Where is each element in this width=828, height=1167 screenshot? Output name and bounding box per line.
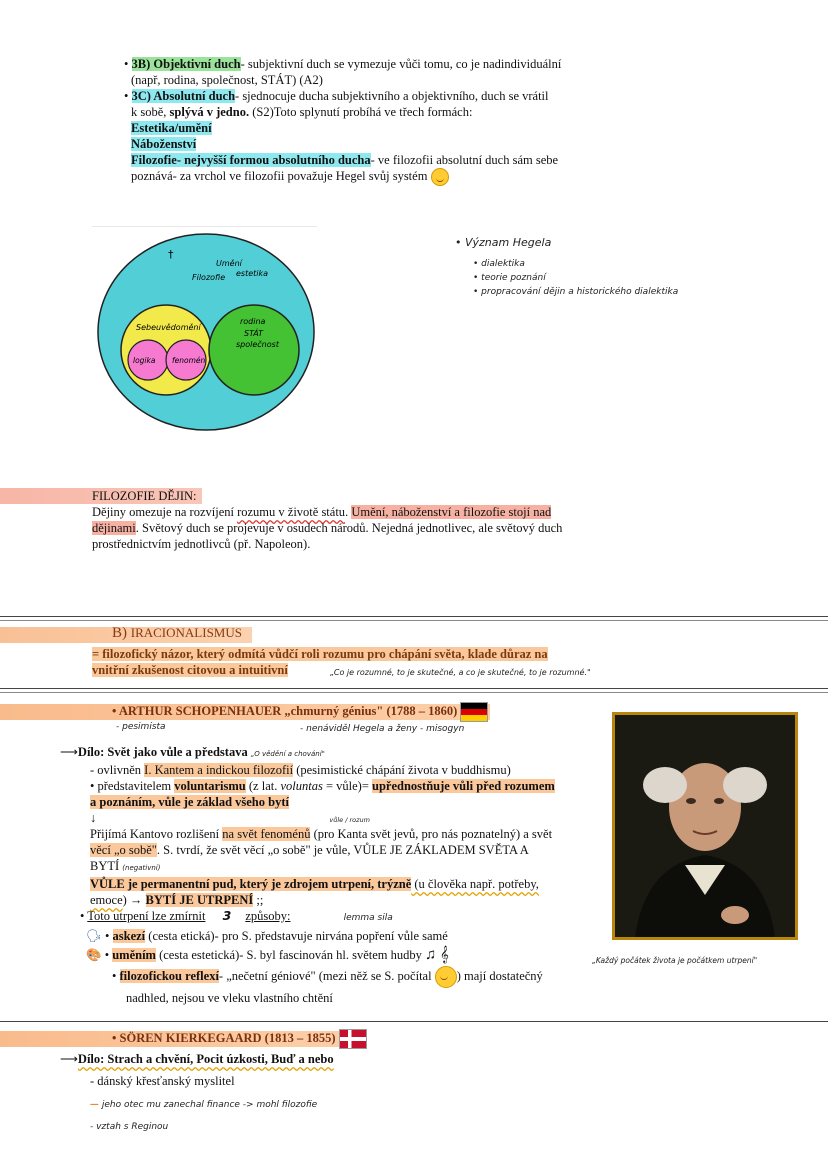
sch-l5b: . S. tvrdí, že svět věcí „o sobě" je vůle, VŮLE JE ZÁKLADEM SVĚTA A	[156, 843, 529, 857]
schopenhauer-side-quote: „Každý počátek života je počátkem utrpení"	[592, 956, 758, 965]
smile-emoji-icon	[431, 168, 449, 186]
outer-label-art: Umění	[216, 259, 242, 268]
sch-l1b: I. Kantem a indickou filozofií	[144, 763, 294, 777]
form-3-text: - ve filozofii absolutní duch sám sebe	[370, 153, 559, 167]
history-p1c: .	[345, 505, 352, 519]
kierkegaard-work	[60, 1051, 560, 1067]
history-p2b: . Světový duch se projevuje v osudech národů. Nejedná jednotlivec, ale světový duch	[135, 521, 563, 535]
separator-2	[0, 688, 828, 689]
history-line-1	[92, 504, 602, 520]
schopenhauer-note-right: - nenáviděl Hegela a ženy - misogyn	[300, 724, 465, 734]
smile-emoji-icon-2	[435, 966, 457, 988]
sch-line-2	[60, 778, 600, 794]
form-1: Estetika/umění	[131, 121, 212, 135]
history-line-2	[92, 520, 602, 536]
sch-l3: a poznáním, vůle je základ všeho bytí	[90, 795, 289, 809]
form-3-title: Filozofie- nejvyšší formou absolutního ducha	[131, 153, 371, 167]
way-2: 🎨 • uměním (cesta estetická)- S. byl fascinován hl. světem hudby ♫ 𝄞	[86, 947, 449, 963]
item-3c-text2a: k sobě,	[131, 105, 170, 119]
sch-line-4	[60, 826, 600, 842]
hegel-note-3: propracování dějin a historického dialektika	[481, 287, 679, 297]
sch-l9note: lemma sila	[343, 913, 393, 923]
sch-line-7	[60, 876, 600, 892]
sch-l2c: (z lat.	[245, 779, 281, 793]
history-line-3: prostřednictvím jednotlivců (př. Napoleon).	[92, 537, 311, 551]
hegel-notes-title: Význam Hegela	[465, 236, 552, 249]
item-3c-title: 3C) Absolutní duch	[131, 89, 236, 103]
sch-l2e: = vůle)=	[322, 779, 373, 793]
item-3c-line2	[124, 104, 604, 120]
irrationalism-heading-prefix: B)	[112, 625, 131, 641]
hegel-notes: • Význam Hegela • dialektika • teorie poznání • propracování dějin a historického dialektika	[455, 236, 679, 297]
hegel-note-1: dialektika	[481, 259, 525, 269]
left-small-label: logika	[133, 356, 156, 365]
hegel-quote: „Co je rozumné, to je skutečné, a co je skutečné, to je rozumné."	[330, 668, 591, 677]
history-p1d: Umění, náboženství a filozofie stojí nad	[351, 505, 552, 519]
diagram-top-line	[92, 226, 317, 227]
way-3a: filozofickou reflexí	[119, 968, 219, 983]
sch-l2b: voluntarismu	[174, 779, 246, 793]
palette-icon: 🎨	[86, 948, 102, 962]
right-circle-line-2: STÁT	[244, 329, 264, 338]
item-3b-text2: (např, rodina, společnost, STÁT) (A2)	[131, 73, 323, 87]
sch-l8b: ) →	[122, 893, 146, 907]
german-flag-icon	[460, 702, 488, 722]
kierkegaard-l3: - vztah s Reginou	[90, 1122, 169, 1132]
cross-mark: †	[168, 248, 174, 261]
sch-line-6	[60, 858, 600, 876]
spirit-diagram	[96, 232, 320, 432]
speaking-head-icon: 🗣	[86, 929, 102, 943]
way-3c: ) mají dostatečný	[456, 968, 543, 983]
sch-l2a: • představitelem	[90, 779, 175, 793]
sch-l4b: na svět fenoménů	[222, 827, 311, 841]
way-1b: (cesta etická)- pro S. představuje nirvána popření vůle samé	[145, 929, 448, 943]
irrationalism-def-2: vnitřní zkušenost citovou a intuitivní	[92, 663, 288, 677]
sch-l2d: voluntas	[280, 779, 323, 793]
right-small-label: fenomén	[172, 356, 206, 365]
sch-arrow-note: vůle / rozum	[329, 816, 370, 824]
work-label: Dílo: Svět jako vůle a představa	[77, 745, 248, 759]
left-circle-label: Sebeuvědomění	[136, 323, 201, 332]
schopenhauer-portrait	[612, 712, 798, 940]
item-3b: • 3B) Objektivní duch- subjektivní duch se vymezuje vůči tomu, co je nadindividuální	[124, 57, 562, 71]
item-3c-text2c: (S2)Toto splynutí probíhá ve třech formách:	[249, 105, 473, 119]
sch-l8a: emoce	[90, 893, 123, 907]
schopenhauer-body	[60, 744, 600, 1006]
item-3c-text2b: splývá v jedno.	[169, 105, 250, 119]
sch-l6: BYTÍ	[90, 859, 120, 873]
separator-2b	[0, 692, 828, 693]
way-2b: (cesta estetická)- S. byl fascinován hl. světem hudby	[155, 948, 422, 962]
way-3: • filozofickou reflexí- „nečetní géniové" (mezi něž se S. počítal ) mají dostatečný	[60, 966, 600, 988]
item-3b-title: 3B) Objektivní duch	[131, 57, 241, 71]
form-2: Náboženství	[131, 137, 197, 151]
sch-l8d: ;;	[253, 893, 264, 907]
sch-line-8	[60, 892, 600, 908]
schopenhauer-name: ARTHUR SCHOPENHAUER „chmurný génius" (1788 – 1860)	[118, 703, 458, 718]
sch-line-1	[60, 762, 600, 778]
way-3b: - „nečetní géniové" (mezi něž se S. počítal	[218, 968, 432, 983]
sch-l5a: věcí „o sobě"	[90, 843, 157, 857]
item-3c: • 3C) Absolutní duch- sjednocuje ducha subjektivního a objektivního, duch se vrátil	[124, 89, 549, 103]
sch-l8c: BYTÍ JE UTRPENÍ	[145, 893, 254, 907]
irrationalism-heading	[112, 625, 242, 642]
work-note: „O vědění a chování"	[250, 750, 325, 758]
sch-l1a: - ovlivněn	[90, 763, 145, 777]
history-p1a: Dějiny omezuje na rozvíjení	[92, 505, 238, 519]
kierkegaard-heading: • SÖREN KIERKEGAARD (1813 – 1855)	[112, 1029, 367, 1049]
sch-l4c: (pro Kanta svět jevů, pro nás poznatelný) a svět	[310, 827, 553, 841]
music-notes-icon: ♫ 𝄞	[425, 947, 449, 963]
sch-l9num: 3	[222, 908, 232, 923]
sch-l9a: Toto utrpení lze zmírnit	[87, 909, 206, 923]
kierkegaard-name: SÖREN KIERKEGAARD (1813 – 1855)	[119, 1030, 336, 1045]
history-title: FILOZOFIE DĚJIN:	[92, 489, 197, 503]
schopenhauer-heading: • ARTHUR SCHOPENHAUER „chmurný génius" (1788 – 1860)	[112, 702, 488, 722]
item-3b-text: - subjektivní duch se vymezuje vůči tomu, co je nadindividuální	[240, 57, 562, 71]
history-p2a: dějinami	[92, 521, 136, 535]
outer-label-aesthetics: estetika	[236, 269, 269, 278]
sch-l6note: (negativní)	[122, 864, 161, 872]
item-3c-text: - sjednocuje ducha subjektivního a objektivního, duch se vrátil	[235, 89, 549, 103]
way-1: 🗣 • askezí (cesta etická)- pro S. představuje nirvána popření vůle samé	[86, 929, 448, 943]
separator-3	[0, 1021, 828, 1022]
kierkegaard-work-label: Dílo: Strach a chvění, Pocit úzkosti, Buď a nebo	[77, 1052, 334, 1066]
portrait-image	[615, 715, 795, 937]
schopenhauer-note-left: - pesimista	[116, 722, 166, 732]
kierkegaard-l2-text: jeho otec mu zanechal finance -> mohl filozofie	[101, 1100, 318, 1110]
sch-arrow-row: ↓ vůle / rozum	[90, 811, 370, 825]
right-circle-line-3: společnost	[236, 340, 279, 349]
sch-line-9: • Toto utrpení lze zmírnit 3 způsoby: lemma sila	[80, 908, 393, 923]
kierkegaard-l2: — jeho otec mu zanechal finance -> mohl filozofie	[90, 1100, 318, 1110]
separator-1	[0, 616, 828, 617]
kierkegaard-arrow-icon: ⟶	[60, 1052, 78, 1066]
way-1a: askezí	[112, 929, 146, 943]
sch-l7b: (u člověka např. potřeby,	[411, 877, 539, 891]
irrationalism-def-1: = filozofický názor, který odmítá vůdčí roli rozumu pro chápání světa, klade důraz na	[92, 647, 548, 661]
sch-l4a: Přijímá Kantovo rozlišení	[90, 827, 223, 841]
history-p1b: rozumu v životě státu	[237, 505, 346, 519]
irrationalism-heading-text: IRACIONALISMUS	[130, 625, 242, 640]
right-circle-line-1: rodina	[240, 317, 266, 326]
sch-line-5	[60, 842, 600, 858]
work-line	[60, 744, 600, 762]
outer-label-philosophy: Filozofie	[192, 273, 226, 282]
way-2a: uměním	[112, 948, 156, 962]
kierkegaard-l1: - dánský křesťanský myslitel	[90, 1074, 235, 1088]
form-3-text2: poznává- za vrchol ve filozofii považuje Hegel svůj systém	[131, 169, 428, 183]
sch-l7a: VŮLE je permanentní pud, který je zdrojem utrpení, trýzně	[90, 877, 412, 891]
work-arrow-icon: ⟶	[60, 745, 78, 759]
sch-l1c: (pesimistické chápání života v buddhismu)	[293, 763, 511, 777]
danish-flag-icon	[339, 1029, 367, 1049]
kierkegaard-body	[60, 1051, 560, 1135]
hegel-note-2: teorie poznání	[481, 273, 546, 283]
spirit-section	[124, 56, 604, 186]
sch-l9b: způsoby:	[245, 909, 291, 923]
way-3d: nadhled, nejsou ve vleku vlastního chtění	[126, 991, 333, 1005]
separator-1b	[0, 620, 828, 621]
history-section	[92, 488, 602, 552]
sch-l2f: upřednostňuje vůli před rozumem	[372, 779, 555, 793]
